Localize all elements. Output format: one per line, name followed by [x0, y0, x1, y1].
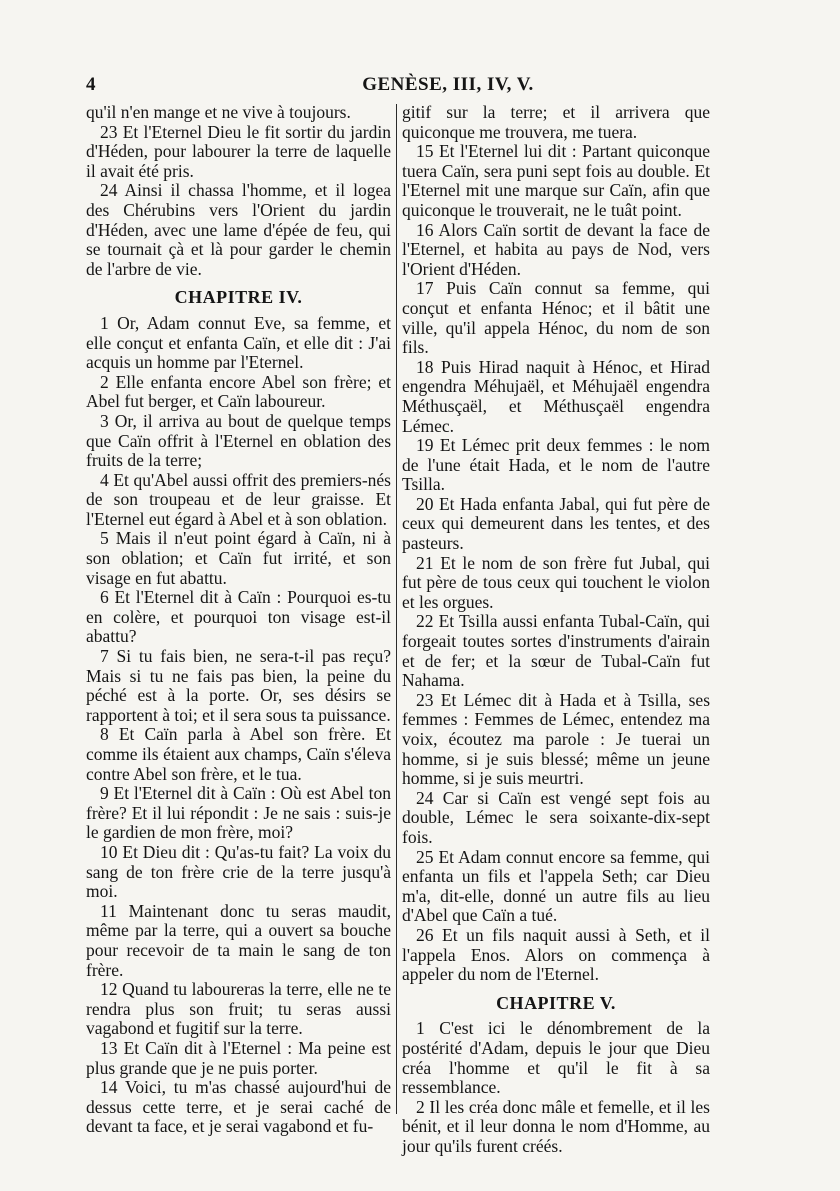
verse-continuation: qu'il n'en mange et ne vive à toujours.: [86, 102, 351, 122]
verse-4-26: 26 Et un fils naquit aussi à Seth, et il l'appela Enos. Alors on commença à appeler du nom de l'Eternel.: [402, 924, 710, 985]
verse-4-14: 14 Voici, tu m'as chassé aujourd'hui de dessus cette terre, et je serai caché de devant ta face, et je serai vagabond et fu-: [86, 1077, 391, 1137]
verse-4-3: 3 Or, il arriva au bout de quelque temps que Caïn offrit à l'Eternel en oblation des fruits de la terre;: [86, 410, 391, 471]
running-head: GENÈSE, III, IV, V.: [362, 74, 534, 95]
chapter-heading-iv: CHAPITRE IV.: [174, 287, 303, 308]
verse-4-9: 9 Et l'Eternel dit à Caïn : Où est Abel ton frère? Et il lui répondit : Je ne sais : suis-je le gardien de mon frère, moi?: [86, 783, 391, 843]
verse-4-19: 19 Et Lémec prit deux femmes : le nom de l'une était Hada, et le nom de l'autre Tsilla.: [402, 435, 710, 495]
verse-4-21: 21 Et le nom de son frère fut Jubal, qui fut père de tous ceux qui touchent le violon et les orgues.: [402, 552, 710, 612]
verse-4-18: 18 Puis Hirad naquit à Hénoc, et Hirad engendra Méhujaël, et Méhujaël engendra Méthusçaël, et Méthusçaël engendra Lémec.: [402, 356, 710, 436]
verse-4-25: 25 Et Adam connut encore sa femme, qui enfanta un fils et l'appela Seth; car Dieu m'a, dit-elle, donné un autre fils au lieu d'Abel que Caïn a tué.: [402, 846, 710, 926]
verse-4-8: 8 Et Caïn parla à Abel son frère. Et comme ils étaient aux champs, Caïn s'éleva contre Abel son frère, et le tua.: [86, 724, 391, 784]
page-number: 4: [86, 74, 96, 95]
verse-4-2: 2 Elle enfanta encore Abel son frère; et Abel fut berger, et Caïn laboureur.: [86, 371, 391, 412]
verse-4-24: 24 Car si Caïn est vengé sept fois au double, Lémec le sera soixante-dix-sept fois.: [402, 787, 710, 847]
verse-4-5: 5 Mais il n'eut point égard à Caïn, ni à son oblation; et Caïn fut irrité, et son visage en fut abattu.: [86, 528, 391, 588]
verse-continuation: gitif sur la terre; et il arrivera que quiconque me trouvera, me tuera.: [402, 102, 710, 142]
verse-4-11: 11 Maintenant donc tu seras maudit, même par la terre, qui a ouvert sa bouche pour recevoir de ta main le sang de ton frère.: [86, 900, 391, 980]
verse-4-20: 20 Et Hada enfanta Jabal, qui fut père de ceux qui demeurent dans les tentes, et des pasteurs.: [402, 493, 710, 554]
column-divider: [396, 104, 397, 1114]
verse-4-12: 12 Quand tu laboureras la terre, elle ne te rendra plus son fruit; tu seras aussi vagabond et fugitif sur la terre.: [86, 979, 391, 1039]
verse-4-10: 10 Et Dieu dit : Qu'as-tu fait? La voix du sang de ton frère crie de la terre jusqu'à moi.: [86, 841, 391, 902]
verse-4-23: 23 Et Lémec dit à Hada et à Tsilla, ses femmes : Femmes de Lémec, entendez ma voix, écoutez ma parole : Je tuerai un homme, si je suis blessé; même un jeune homme, si je suis meurtri.: [402, 689, 710, 789]
right-column: [402, 103, 710, 1156]
chapter-heading-v: CHAPITRE V.: [496, 992, 616, 1013]
verse-4-6: 6 Et l'Eternel dit à Caïn : Pourquoi es-tu en colère, et pourquoi ton visage est-il abattu?: [86, 587, 391, 647]
verse-3-24: 24 Ainsi il chassa l'homme, et il logea des Chérubins vers l'Orient du jardin d'Héden, avec une lame d'épée de feu, qui se tournait çà et là pour garder le chemin de l'arbre de vie.: [86, 180, 391, 279]
verse-4-16: 16 Alors Caïn sortit de devant la face de l'Eternel, et habita au pays de Nod, vers l'Orient d'Héden.: [402, 219, 710, 279]
left-column: [86, 103, 391, 1137]
verse-4-1: 1 Or, Adam connut Eve, sa femme, et elle conçut et enfanta Caïn, et elle dit : J'ai acquis un homme par l'Eternel.: [86, 312, 391, 373]
verse-4-22: 22 Et Tsilla aussi enfanta Tubal-Caïn, qui forgeait toutes sortes d'instruments d'airain et de fer; et la sœur de Tubal-Caïn fut Nahama.: [402, 611, 710, 691]
verse-3-23: 23 Et l'Eternel Dieu le fit sortir du jardin d'Héden, pour labourer la terre de laquelle il avait été pris.: [86, 121, 391, 181]
page-header: [86, 74, 810, 98]
verse-4-13: 13 Et Caïn dit à l'Eternel : Ma peine est plus grande que je ne puis porter.: [86, 1037, 391, 1078]
verse-4-17: 17 Puis Caïn connut sa femme, qui conçut et enfanta Hénoc; et il bâtit une ville, qu'il appela Hénoc, du nom de son fils.: [402, 278, 710, 358]
verse-4-4: 4 Et qu'Abel aussi offrit des premiers-nés de son troupeau et de leur graisse. Et l'Eternel eut égard à Abel et à son oblation.: [86, 469, 391, 529]
verse-5-1: 1 C'est ici le dénombrement de la postérité d'Adam, depuis le jour que Dieu créa l'homme et qu'il le fit à sa ressemblance.: [402, 1018, 710, 1098]
verse-4-15: 15 Et l'Eternel lui dit : Partant quiconque tuera Caïn, sera puni sept fois au double. Et l'Eternel mit une marque sur Caïn, afin que quiconque le trouverait, ne le tuât point.: [402, 141, 710, 220]
verse-4-7: 7 Si tu fais bien, ne sera-t-il pas reçu? Mais si tu ne fais pas bien, la peine du péché est à la porte. Or, ses désirs se rapportent à toi; et il sera sous ta puissance.: [86, 646, 391, 725]
verse-5-2: 2 Il les créa donc mâle et femelle, et il les bénit, et il leur donna le nom d'Homme, au jour qu'ils furent créés.: [402, 1096, 710, 1156]
